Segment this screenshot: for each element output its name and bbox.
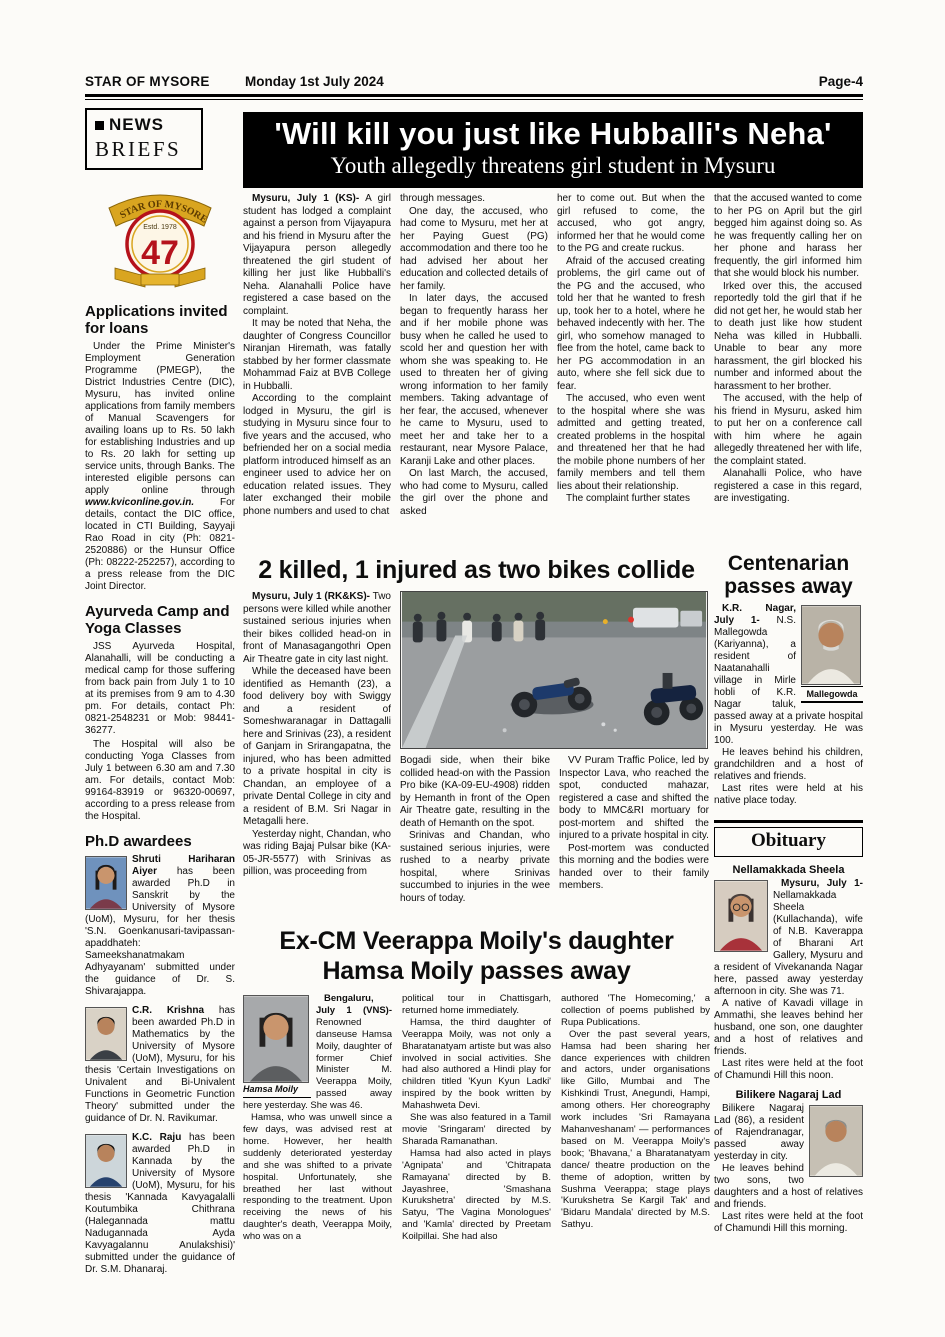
- paragraph: through messages.: [400, 193, 486, 204]
- paragraph: Irked over this, the accused reportedly told the girl that if he did not get her, he would stab her to death just like how student Neha was killed in Hubballi. Unable to bear any more harassment, the girl blocked his number and informed about the harassment to her brother.: [714, 280, 862, 392]
- dateline: Mysuru, July 1-: [781, 878, 863, 889]
- photo-caption: Hamsa Moily: [243, 1083, 311, 1098]
- briefs-title-briefs: BRIEFS: [95, 137, 182, 161]
- mallegowda-photo-block: [801, 605, 863, 703]
- paragraph: One day, the accused, who had come to Mysuru, met her at her Paying Guest (PG) accommodation and there too he had advised her about her education and collected details of her family.: [400, 205, 548, 292]
- paragraph: political tour in Chattisgarh, returned home immediately.: [402, 993, 551, 1016]
- brief-heading-ayurveda: Ayurveda Camp and Yoga Classes: [85, 603, 230, 637]
- paragraph: Bogadi side, when their bike collided head-on with the Passion Pro bike (KA-09-EU-4908) ridden by Hemanth in front of the Open Air Theatre gate, resulting in the death of Hemanth on the spot.: [400, 755, 550, 829]
- lead-column-2: [400, 193, 548, 554]
- paragraph: Afraid of the accused creating problems, the girl came out of the PG and the accused, who told her that he wanted to fresh up, took her to a hotel, where he behaved indecently with her. The girl, who somehow managed to flee from the hotel, came back to her PG accommodation in an auto, where she fell sick due to fear.: [557, 255, 705, 392]
- bike-headline: 2 killed, 1 injured as two bikes collide: [258, 556, 695, 584]
- paragraph: A native of Kavadi village in Ammathi, she leaves behind her husband, one son, one daughter and a host of relatives and friends.: [714, 998, 863, 1057]
- centenarian-body: [714, 603, 863, 807]
- lead-column-1: [243, 193, 391, 554]
- bike-story-right: [400, 591, 710, 925]
- paragraph: Last rites were held at the foot of Chamundi Hill this morning.: [714, 1211, 863, 1234]
- headline-line: passes away: [724, 575, 853, 598]
- bike-story-body: [243, 591, 710, 925]
- phd-entry-shruti: [85, 854, 235, 998]
- header-rule-thin: [85, 99, 863, 100]
- lead-headline-banner: [243, 112, 863, 188]
- paragraph: She was also featured in a Tamil movie 'Sringaram' directed by Sharada Ramanathan.: [402, 1112, 551, 1147]
- obituary-rule: [714, 820, 863, 823]
- awardee-text: has been awarded Ph.D in Kannada by the University of Mysore (UoM), Mysuru, for his thesis 'Kannada Kavyagalalli Koutumbika Chithrana (Halegannada mattu Nadugannada Ayda Kavyagalannu Anulakshisi)' submitted under the guidance of Dr. S.M. Dhanaraj.: [85, 1132, 235, 1275]
- moily-headline: [243, 926, 710, 986]
- obituary-body-sheela: [714, 878, 863, 1082]
- paragraph: While the deceased have been identified as Hemanth (23), a food delivery boy with Swiggy and a resident of Someshwaranagar in Dattagalli here and Srinivas (23), a resident of Ganjam in Srirangapatna, the injured, who has been admitted to a private hospital in city is Chandan, an employee of a private Dental College in city and a resident of B.M. Sri Nagar in Metagalli here.: [243, 666, 391, 827]
- bike-column-2: [400, 755, 550, 905]
- lead-headline: 'Will kill you just like Hubballi's Neha': [274, 116, 832, 151]
- moily-story: [243, 926, 710, 1267]
- raju-photo: [85, 1134, 127, 1188]
- paragraph: Bilikere Nagaraj Lad (86), a resident of Rajendranagar, passed away yesterday in city.: [714, 1103, 804, 1162]
- brief-heading-phd: Ph.D awardees: [85, 833, 192, 850]
- paragraph: Alanahalli Police, who have registered a case in this regard, are investigating.: [714, 468, 862, 504]
- headline-line: Ex-CM Veerappa Moily's daughter: [279, 927, 674, 955]
- hamsa-photo: [243, 995, 309, 1083]
- paragraph-text: Two persons were killed while another sustained serious injuries when their bikes collided head-on in front of Manasagangothri Open Air Theatre gate in city last night.: [243, 591, 391, 665]
- headline-line: Hamsa Moily passes away: [322, 957, 631, 985]
- dateline: K.R. Nagar, July 1-: [714, 603, 796, 626]
- moily-columns: [243, 993, 710, 1267]
- sheela-photo: [714, 880, 768, 952]
- bike-lower-columns: [400, 755, 710, 905]
- obituary-name-lad: Bilikere Nagaraj Lad: [735, 1089, 842, 1101]
- paragraph: authored 'The Homecoming,' a collection of poems published by Rupa Publications.: [561, 993, 710, 1028]
- lead-story: [243, 193, 863, 554]
- paragraph: JSS Ayurveda Hospital, Alanahalli, will be conducting a medical camp for those suffering from back pain from July 1 to 10 at its premises from 9 am to 4.30 pm. For details, contact Ph: 0821-2548231 or Mob: 98441-36277.: [85, 641, 235, 736]
- paragraph: It may be noted that Neha, the daughter of Congress Councillor Niranjan Hiremath, was fatally stabbed by her former classmate Mohammad Faiz at BVB College in Hubballi.: [243, 318, 391, 392]
- paragraph: Post-mortem was conducted this morning and the bodies were handed over to their family members.: [559, 842, 709, 891]
- awardee-name: Shruti Hariharan Aiyer: [132, 854, 235, 877]
- headline-line: Centenarian: [727, 552, 850, 575]
- paragraph: On last March, the accused, who had come to Mysuru, called the girl over the phone and asked: [400, 468, 548, 517]
- loans-text-pre: Under the Prime Minister's Employment Generation Programme (PMEGP), the District Industries Centre (DIC), Mysuru, has invited online applications from family members of Manual Scavengers for availing loans up to Rs. 50 lakh for establishing Industries and up to Rs. 20 lakh for setting up service units, through Banks. The interested eligible persons can apply online through: [85, 341, 235, 496]
- lead-column-3: [557, 193, 705, 554]
- awardee-name: C.R. Krishna: [132, 1005, 205, 1016]
- page-date: Monday 1st July 2024: [245, 74, 384, 89]
- paragraph: Srinivas and Chandan, who sustained serious injuries, were rushed to a nearby private hospital, where Srinivas succumbed to injuries in the wee hours of today.: [400, 830, 550, 904]
- paragraph: Hamsa had also acted in plays 'Agnipata' and 'Chitrapata Ramayana' directed by B. Jayashree, 'Smashana Kurukshetra' directed by M.S. Satyu, 'The Vagina Monologues' and 'Kamla' directed by Preetam Koilpillai. She had also: [402, 1147, 551, 1243]
- obituary-section: [714, 820, 863, 1235]
- news-briefs-header: [85, 108, 203, 170]
- logo-ribbon-center: [141, 274, 179, 285]
- paragraph: The complaint further states: [566, 493, 690, 504]
- brief-heading-loans: Applications invited for loans: [85, 303, 228, 337]
- paragraph: The Hospital will also be conducting Yoga Classes from July 1 between 6.30 am and 7.30 am. For details, contact Mob: 99164-83919 or 96320-00697, according to a press release from the Hospital.: [85, 739, 235, 822]
- dateline: Mysuru, July 1 (RK&KS)-: [252, 591, 370, 602]
- paragraph: He leaves behind his children, grandchildren and a host of relatives and friends.: [714, 747, 863, 782]
- paragraph-text: Renowned danseuse Hamsa Moily, daughter of former Chief Minister M. Veerappa Moily, passed away here yesterday. She was 46.: [243, 1016, 392, 1112]
- news-briefs-column: [85, 108, 235, 1283]
- logo-estd: Estd. 1978: [143, 224, 177, 231]
- paragraph: According to the complaint lodged in Mysuru, the girl is studying in Mysuru since four to five years and the accused, who befriended her on a social media platform introduced himself as an engineer used to advice her on education related issues. They later exchanged their mobile phone numbers and used to chat: [243, 393, 391, 517]
- paragraph: The accused, with the help of his friend in Mysuru, asked him to put her on a conference call with him where he again allegedly threatened her with life, the complaint stated.: [714, 393, 862, 467]
- paragraph-text: N.S. Mallegowda (Kariyanna), a resident of Naatanahalli village in Mirle hobli of K.R. Nagar taluk, passed away at a private hospital in Mysuru yesterday. He was 100.: [714, 615, 863, 746]
- paragraph: VV Puram Traffic Police, led by Inspector Lava, who reached the spot, conducted mahazar, registered a case and shifted the body to MMC&RI mortuary for post-mortem and shifted the injured to a private hospital in city.: [559, 755, 709, 841]
- centenarian-story: [714, 552, 863, 807]
- paragraph: Last rites were held at his native place today.: [714, 783, 863, 806]
- obituary-name-sheela: Nellamakkada Sheela: [732, 864, 845, 876]
- paragraph: Hamsa, the third daughter of Veerappa Moily, was not only a Bharatanatyam artiste but was also involved in social activities. She had also authored a Hindi play for children titled 'Kyun Kyun Ladki' inspired by the book written by Mahashweta Devi.: [402, 1016, 551, 1112]
- obituary-title: Obituary: [751, 830, 826, 851]
- page-header: [85, 74, 863, 92]
- paragraph: [243, 193, 391, 318]
- paragraph-text: Nellamakkada Sheela (Kullachanda), wife of N.B. Kaverappa of Bharani Art Gallery, Mysuru and a resident of Vivekananda Nagar here, passed away yesterday afternoon in city. She was 71.: [714, 890, 863, 997]
- krishna-photo: [85, 1007, 127, 1061]
- loans-text-post: For details, contact the DIC office, located in CTI Building, Sayyaji Rao Road in city (Ph: 0821-2520886) or the Hunsur Office (Ph: 08222-252257), according to a press release from the DIC Joint Director.: [85, 497, 235, 592]
- lead-column-4: [714, 193, 862, 554]
- paragraph: [243, 591, 391, 666]
- shruti-photo: [85, 856, 127, 910]
- obituary-header-box: [714, 827, 863, 857]
- awardee-name: K.C. Raju: [132, 1132, 182, 1143]
- kviconline-link: www.kviconline.gov.in.: [85, 497, 195, 508]
- phd-entry-krishna: [85, 1005, 235, 1125]
- paragraph: He leaves behind two sons, two daughters and a host of relatives and friends.: [714, 1163, 863, 1210]
- phd-entry-raju: [85, 1132, 235, 1276]
- paragraph-text: A girl student has lodged a complaint against a person from Vijayapura and his friend in Mysuru after the Vijayapura person allegedly threatened the girl student of killing her just like Hubballi's Neha. Alanahalli Police have registered a case based on the complaint.: [243, 193, 391, 317]
- header-rule-thick: [85, 94, 863, 97]
- dateline: Mysuru, July 1 (KS)-: [252, 193, 360, 204]
- paragraph: Yesterday night, Chandan, who was riding Bajaj Pulsar bike (KA-05-JR-5577) with Srinivas as pillion, was proceeding from: [243, 828, 391, 877]
- lad-photo: [809, 1105, 863, 1177]
- bike-column-1: [243, 591, 391, 925]
- paragraph: her to come out. But when the girl refused to come, the accused, who got angry, informed her that he would come to the PG and create ruckus.: [557, 193, 705, 254]
- moily-column-2: [402, 993, 551, 1267]
- photo-caption: Mallegowda: [801, 686, 863, 703]
- bike-column-3: [559, 755, 709, 905]
- moily-column-3: [561, 993, 710, 1267]
- paragraph: In later days, the accused began to frequently harass her and if her mobile phone was busy when he called he used to scold her and question her with whom she was speaking to. He used to threaten her of giving wrong information to her family members. Taking advantage of her fear, the accused, whenever he came to Mysuru, used to meet her and take her to a restaurant, near Mysore Palace, Karanji Lake and other places.: [400, 293, 548, 467]
- logo-graphic: [99, 180, 221, 288]
- paragraph: The accused, who even went to the hospital where she was admitted and getting treated, created problems in the hospital and threatened her that he had the mobile phone numbers of her family members and tell them lies about their relationship.: [557, 393, 705, 492]
- obituary-body-lad: [714, 1103, 863, 1235]
- awardee-text: has been awarded Ph.D in Sanskrit by the University of Mysore (UoM), Mysuru, for her thesis 'S.N. Goenkanusari-tavipassan-apaddhateh: Sameekshanatmakam Adhyayanam' submitted under the guidance of Dr. S. Shivarajappa.: [85, 866, 235, 997]
- brief-body-loans: [85, 341, 235, 593]
- bike-story: [243, 556, 710, 925]
- page-number: Page-4: [818, 74, 863, 89]
- accident-scene-photo: [400, 591, 708, 749]
- paragraph: Hamsa, who was unwell since a few days, was advised rest at home. However, her health suddenly deteriorated yesterday and she was shifted to a private hospital. Unfortunately, she breathed her last without responding to the treatment. Upon receiving the news of his daughter's death, Veerappa Moily, who was on a: [243, 1112, 392, 1243]
- moily-column-1: [243, 993, 392, 1267]
- lead-subheadline: Youth allegedly threatens girl student in Mysuru: [330, 153, 776, 178]
- centenarian-headline: [714, 552, 863, 598]
- mallegowda-photo: [801, 605, 861, 685]
- hamsa-photo-block: [243, 995, 311, 1098]
- star-of-mysore-logo: [85, 180, 235, 293]
- paragraph: Over the past several years, Hamsa had been sharing her dance experiences with children and actors, under organisations like Gillo, Mumbai and The Kishkindi Trust, Anegundi, Hampi, among others. Her choreography work includes 'Sri Ramayana Mahanveshanam' — performances based on M. Veerappa Moily's book; 'Bhavana,' a Bharatanatyam dance/ theatre production on the theme of adoption, written by Sushma Veerappa; stage plays 'Kurukshetra Se Kargil Tak' and 'Bidaru Mandala' directed by M.S. Sathyu.: [561, 1028, 710, 1231]
- paragraph: Last rites were held at the foot of Chamundi Hill this noon.: [714, 1058, 863, 1081]
- logo-number: 47: [141, 234, 179, 272]
- briefs-title-news-row: [95, 115, 193, 135]
- briefs-title-news: NEWS: [109, 115, 164, 134]
- paragraph: that the accused wanted to come to her PG on April but the girl begged him against doing so. As he was frequently calling her on her phone and harass her frequently, the girl informed him that she would block his number.: [714, 193, 862, 279]
- logo-ribbon-text: STAR OF MYSORE: [118, 198, 210, 226]
- dateline: Bengaluru, July 1 (VNS)-: [316, 993, 392, 1016]
- awardee-text: has been awarded Ph.D in Mathematics by the University of Mysore (UoM), Mysuru, for his thesis 'Certain Investigations on Univalent and Bi-Univalent Functions in Geometric Function Theory' submitted under the guidance of Dr. N. Ravikumar.: [85, 1005, 235, 1124]
- news-bullet-icon: [95, 121, 104, 130]
- masthead: STAR OF MYSORE: [85, 74, 210, 89]
